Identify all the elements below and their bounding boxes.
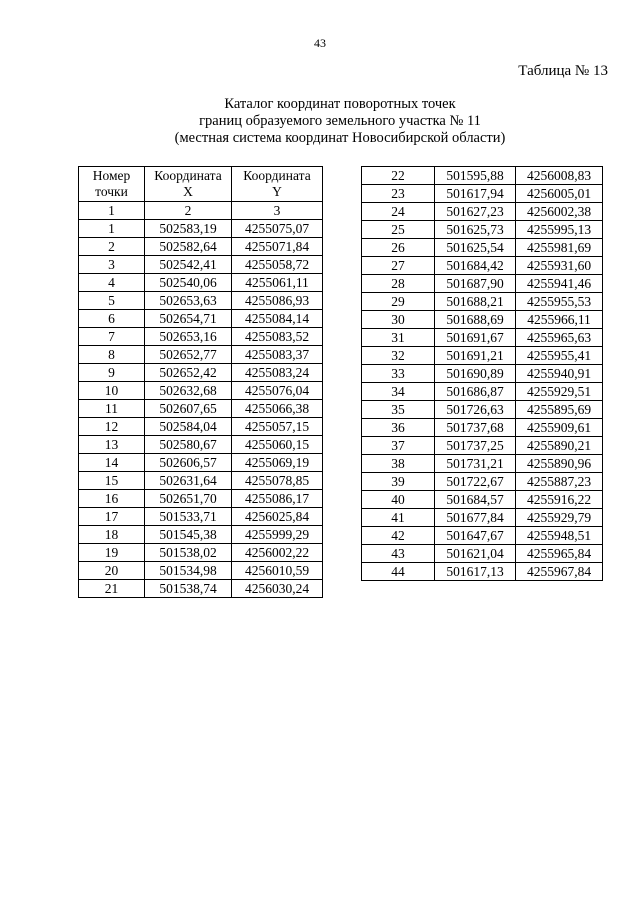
point-number: 31 <box>362 329 435 347</box>
table-row <box>79 238 323 256</box>
coord-y: 4255931,60 <box>516 257 603 275</box>
point-number: 43 <box>362 545 435 563</box>
point-number: 10 <box>79 382 145 400</box>
coord-y: 4255083,37 <box>232 346 323 364</box>
point-number: 7 <box>79 328 145 346</box>
coord-y: 4255981,69 <box>516 239 603 257</box>
coord-y: 4256025,84 <box>232 508 323 526</box>
coord-y: 4255060,15 <box>232 436 323 454</box>
table-row <box>362 239 603 257</box>
point-number: 21 <box>79 580 145 598</box>
table-row <box>79 508 323 526</box>
coord-x: 501684,42 <box>435 257 516 275</box>
table-row <box>362 473 603 491</box>
coord-y: 4255071,84 <box>232 238 323 256</box>
point-number: 2 <box>79 238 145 256</box>
coord-x: 501595,88 <box>435 167 516 185</box>
table-row <box>362 437 603 455</box>
coord-x: 501627,23 <box>435 203 516 221</box>
table-row <box>362 293 603 311</box>
header-text: Координата <box>243 168 311 183</box>
point-number: 28 <box>362 275 435 293</box>
table-row <box>362 563 603 581</box>
coord-x: 501625,73 <box>435 221 516 239</box>
coord-y: 4256002,22 <box>232 544 323 562</box>
coord-x: 502653,63 <box>145 292 232 310</box>
coord-x: 501545,38 <box>145 526 232 544</box>
table-row <box>362 545 603 563</box>
point-number: 18 <box>79 526 145 544</box>
coord-y: 4256008,83 <box>516 167 603 185</box>
coord-x: 501677,84 <box>435 509 516 527</box>
point-number: 37 <box>362 437 435 455</box>
coord-x: 501688,69 <box>435 311 516 329</box>
table-row <box>362 527 603 545</box>
coord-y: 4255999,29 <box>232 526 323 544</box>
coord-x: 501684,57 <box>435 491 516 509</box>
coord-y: 4255078,85 <box>232 472 323 490</box>
coord-y: 4255967,84 <box>516 563 603 581</box>
point-number: 8 <box>79 346 145 364</box>
table-row <box>79 220 323 238</box>
point-number: 1 <box>79 220 145 238</box>
coord-x: 502582,64 <box>145 238 232 256</box>
table-row <box>362 365 603 383</box>
coord-x: 501621,04 <box>435 545 516 563</box>
title-line: Каталог координат поворотных точек <box>224 96 456 112</box>
header-coord-y <box>232 167 323 202</box>
coord-y: 4256002,38 <box>516 203 603 221</box>
table-row <box>362 275 603 293</box>
coord-x: 501533,71 <box>145 508 232 526</box>
coordinates-table-right <box>361 166 603 581</box>
coord-x: 501691,21 <box>435 347 516 365</box>
table-row <box>362 491 603 509</box>
point-number: 38 <box>362 455 435 473</box>
point-number: 11 <box>79 400 145 418</box>
header-text: точки <box>95 184 128 199</box>
coord-y: 4256010,59 <box>232 562 323 580</box>
table-row <box>79 580 323 598</box>
point-number: 33 <box>362 365 435 383</box>
coordinates-table-left <box>78 166 323 598</box>
table-row <box>79 472 323 490</box>
coord-x: 501617,13 <box>435 563 516 581</box>
point-number: 36 <box>362 419 435 437</box>
coord-x: 502653,16 <box>145 328 232 346</box>
coord-y: 4255955,53 <box>516 293 603 311</box>
point-number: 20 <box>79 562 145 580</box>
table-row <box>79 364 323 382</box>
coord-y: 4255057,15 <box>232 418 323 436</box>
coord-x: 501625,54 <box>435 239 516 257</box>
table-row <box>79 256 323 274</box>
coord-x: 502542,41 <box>145 256 232 274</box>
coord-y: 4255955,41 <box>516 347 603 365</box>
point-number: 32 <box>362 347 435 365</box>
header-text: Номер <box>92 168 131 183</box>
coord-y: 4255076,04 <box>232 382 323 400</box>
coord-y: 4255929,51 <box>516 383 603 401</box>
point-number: 39 <box>362 473 435 491</box>
column-number: 3 <box>232 202 323 220</box>
table-row <box>79 274 323 292</box>
coord-y: 4255895,69 <box>516 401 603 419</box>
table-row <box>362 185 603 203</box>
header-row <box>79 167 323 202</box>
coord-y: 4255083,24 <box>232 364 323 382</box>
point-number: 13 <box>79 436 145 454</box>
header-text: X <box>183 184 193 199</box>
coord-x: 501722,67 <box>435 473 516 491</box>
coord-y: 4255086,93 <box>232 292 323 310</box>
coord-y: 4255890,96 <box>516 455 603 473</box>
coord-x: 502540,06 <box>145 274 232 292</box>
title-line: границ образуемого земельного участка № 11 <box>199 113 481 129</box>
coord-x: 501534,98 <box>145 562 232 580</box>
point-number: 3 <box>79 256 145 274</box>
coord-y: 4255966,11 <box>516 311 603 329</box>
coord-x: 501686,87 <box>435 383 516 401</box>
coord-x: 502580,67 <box>145 436 232 454</box>
table-row <box>79 526 323 544</box>
coord-x: 502606,57 <box>145 454 232 472</box>
coord-x: 501687,90 <box>435 275 516 293</box>
point-number: 4 <box>79 274 145 292</box>
point-number: 14 <box>79 454 145 472</box>
point-number: 15 <box>79 472 145 490</box>
coord-x: 502652,42 <box>145 364 232 382</box>
coord-y: 4255995,13 <box>516 221 603 239</box>
table-row <box>79 562 323 580</box>
coord-x: 502584,04 <box>145 418 232 436</box>
coord-x: 501690,89 <box>435 365 516 383</box>
table-row <box>362 401 603 419</box>
coord-y: 4256005,01 <box>516 185 603 203</box>
coord-x: 501617,94 <box>435 185 516 203</box>
right-table-body <box>362 167 603 581</box>
point-number: 29 <box>362 293 435 311</box>
coord-y: 4255948,51 <box>516 527 603 545</box>
coord-x: 501691,67 <box>435 329 516 347</box>
table-row <box>362 221 603 239</box>
table-row <box>79 292 323 310</box>
coord-y: 4255086,17 <box>232 490 323 508</box>
coord-y: 4255058,72 <box>232 256 323 274</box>
coord-y: 4255940,91 <box>516 365 603 383</box>
table-row <box>79 382 323 400</box>
point-number: 34 <box>362 383 435 401</box>
coord-y: 4255929,79 <box>516 509 603 527</box>
coord-x: 501726,63 <box>435 401 516 419</box>
coord-y: 4255916,22 <box>516 491 603 509</box>
header-text: Координата <box>154 168 222 183</box>
table-row <box>79 310 323 328</box>
coord-x: 502631,64 <box>145 472 232 490</box>
point-number: 30 <box>362 311 435 329</box>
coord-x: 502651,70 <box>145 490 232 508</box>
coord-y: 4255061,11 <box>232 274 323 292</box>
point-number: 23 <box>362 185 435 203</box>
table-row <box>79 418 323 436</box>
point-number: 22 <box>362 167 435 185</box>
table-row <box>79 346 323 364</box>
table-row <box>362 455 603 473</box>
table-row <box>362 347 603 365</box>
point-number: 19 <box>79 544 145 562</box>
coord-x: 501737,25 <box>435 437 516 455</box>
point-number: 16 <box>79 490 145 508</box>
left-table-body <box>79 220 323 598</box>
table-label: Таблица № 13 <box>518 63 608 79</box>
table-row <box>362 167 603 185</box>
coord-x: 502652,77 <box>145 346 232 364</box>
table-title <box>60 96 620 147</box>
coord-x: 501538,74 <box>145 580 232 598</box>
coord-y: 4255084,14 <box>232 310 323 328</box>
coord-y: 4255965,63 <box>516 329 603 347</box>
table-row <box>362 383 603 401</box>
coord-x: 501731,21 <box>435 455 516 473</box>
point-number: 41 <box>362 509 435 527</box>
point-number: 17 <box>79 508 145 526</box>
header-coord-x <box>145 167 232 202</box>
numbering-row <box>79 202 323 220</box>
point-number: 40 <box>362 491 435 509</box>
point-number: 44 <box>362 563 435 581</box>
coord-y: 4255075,07 <box>232 220 323 238</box>
column-number: 2 <box>145 202 232 220</box>
table-row <box>362 311 603 329</box>
point-number: 9 <box>79 364 145 382</box>
coord-x: 501737,68 <box>435 419 516 437</box>
coord-y: 4255069,19 <box>232 454 323 472</box>
header-text: Y <box>272 184 282 199</box>
table-row <box>79 328 323 346</box>
coord-x: 501688,21 <box>435 293 516 311</box>
point-number: 6 <box>79 310 145 328</box>
table-row <box>362 509 603 527</box>
table-row <box>79 454 323 472</box>
coord-y: 4255941,46 <box>516 275 603 293</box>
coord-y: 4256030,24 <box>232 580 323 598</box>
coord-y: 4255965,84 <box>516 545 603 563</box>
point-number: 12 <box>79 418 145 436</box>
title-line: (местная система координат Новосибирской области) <box>174 130 506 146</box>
table-row <box>362 203 603 221</box>
coord-x: 502583,19 <box>145 220 232 238</box>
coord-y: 4255083,52 <box>232 328 323 346</box>
point-number: 5 <box>79 292 145 310</box>
table-row <box>362 329 603 347</box>
table-row <box>362 419 603 437</box>
header-point-number <box>79 167 145 202</box>
coord-x: 502654,71 <box>145 310 232 328</box>
coord-x: 502607,65 <box>145 400 232 418</box>
point-number: 24 <box>362 203 435 221</box>
table-row <box>362 257 603 275</box>
table-row <box>79 490 323 508</box>
page-number: 43 <box>314 36 326 50</box>
point-number: 42 <box>362 527 435 545</box>
table-row <box>79 544 323 562</box>
coord-x: 501647,67 <box>435 527 516 545</box>
column-number: 1 <box>79 202 145 220</box>
coord-y: 4255890,21 <box>516 437 603 455</box>
point-number: 25 <box>362 221 435 239</box>
coord-y: 4255887,23 <box>516 473 603 491</box>
point-number: 35 <box>362 401 435 419</box>
point-number: 26 <box>362 239 435 257</box>
table-row <box>79 400 323 418</box>
coord-x: 502632,68 <box>145 382 232 400</box>
point-number: 27 <box>362 257 435 275</box>
coord-y: 4255066,38 <box>232 400 323 418</box>
coord-x: 501538,02 <box>145 544 232 562</box>
coord-y: 4255909,61 <box>516 419 603 437</box>
table-row <box>79 436 323 454</box>
